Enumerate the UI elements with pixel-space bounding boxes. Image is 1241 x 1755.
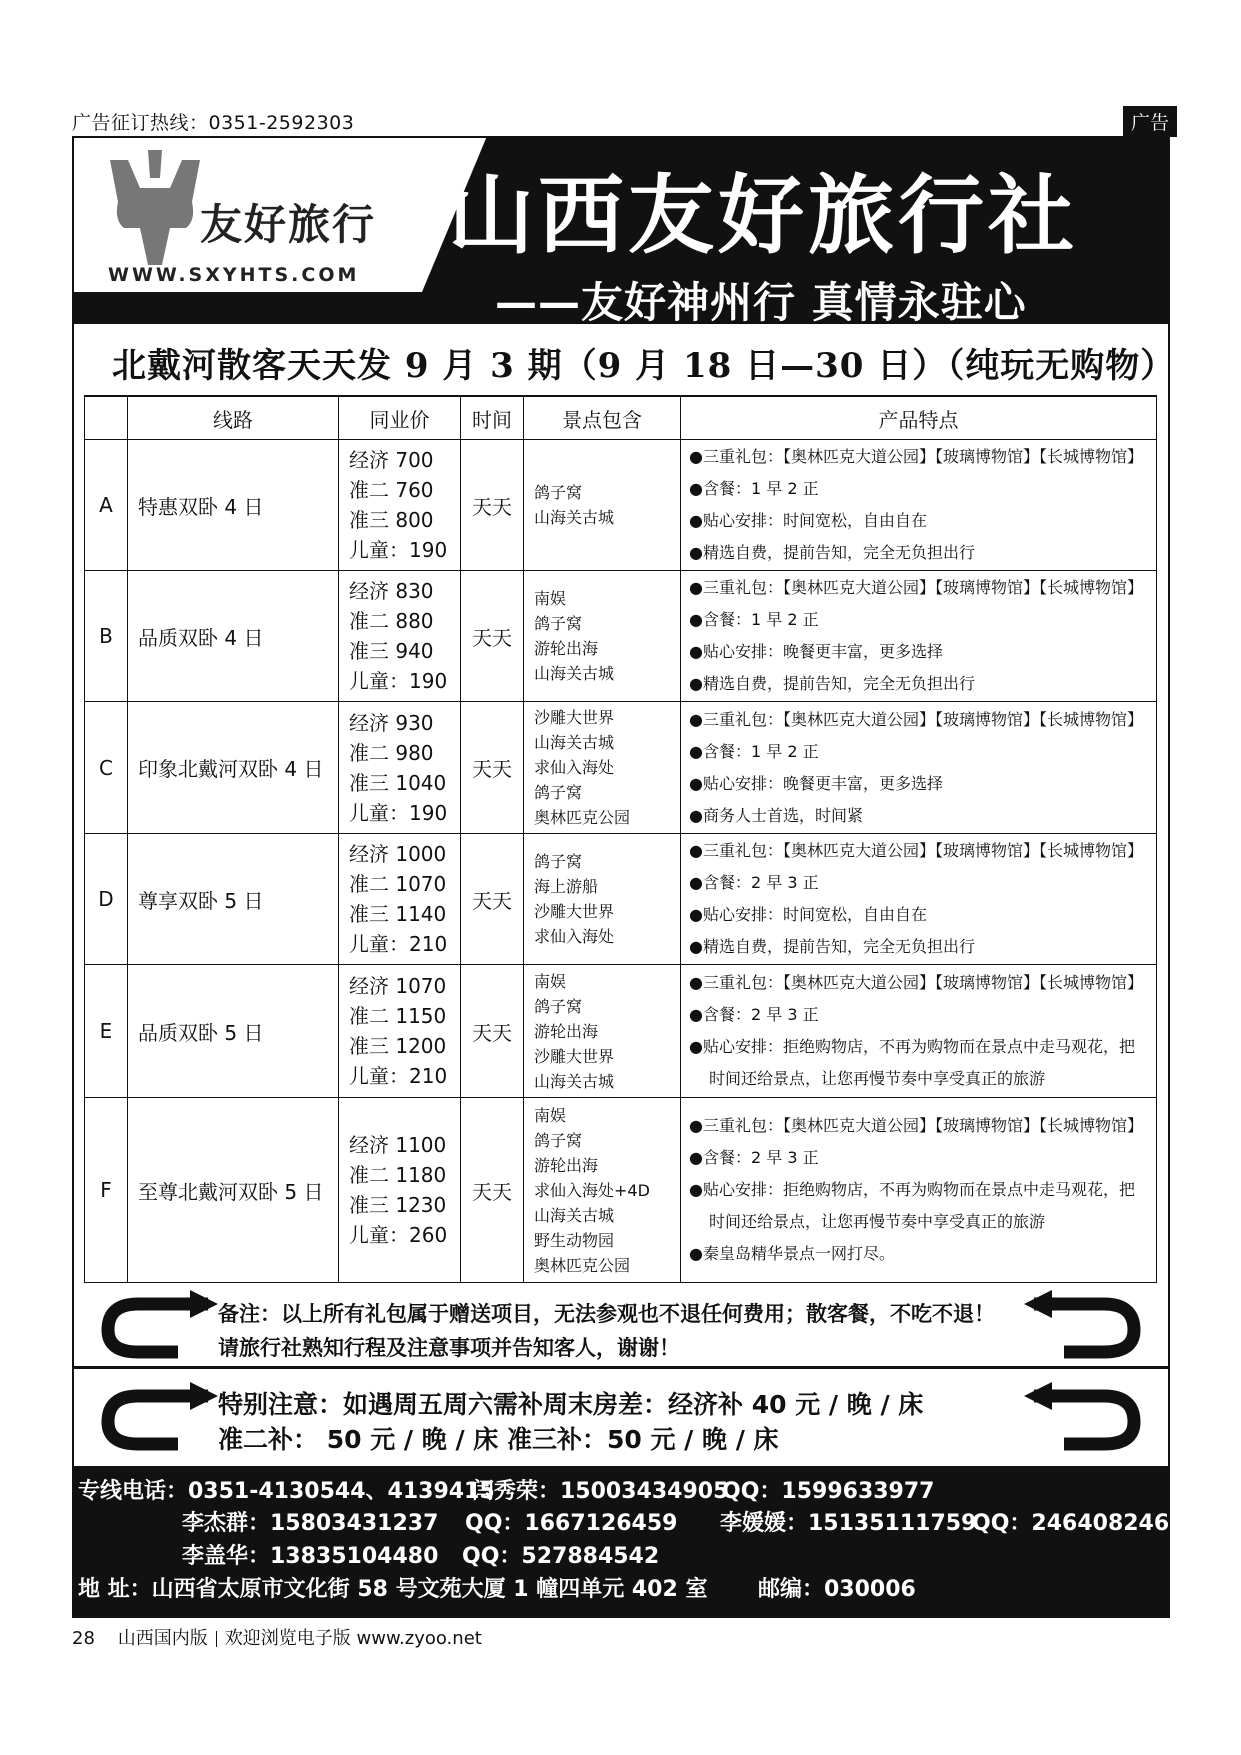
table-row	[85, 702, 1157, 834]
price-economy: 经济 1000	[349, 842, 447, 866]
footer-divider	[216, 1631, 217, 1647]
page-footer	[72, 1624, 482, 1650]
edition-label: 山西国内版	[117, 1628, 208, 1649]
spot-item: 求仙入海处+4D	[534, 1180, 650, 1200]
route-spots	[524, 834, 681, 965]
spot-item: 鸽子窝	[534, 1130, 583, 1150]
route-prices	[339, 965, 461, 1098]
route-features	[681, 440, 1157, 571]
price-child: 儿童：210	[349, 932, 448, 956]
price-standard-three: 准三 1140	[349, 902, 447, 926]
route-spots	[524, 440, 681, 571]
feature-item: ●贴心安排：晚餐更丰富，更多选择	[689, 642, 943, 661]
route-name: 印象北戴河双卧 4 日	[128, 702, 339, 834]
price-standard-three: 准三 1230	[349, 1193, 447, 1217]
logo-text: 友好旅行	[200, 200, 377, 249]
route-spots	[524, 571, 681, 702]
route-features	[681, 965, 1157, 1098]
route-code: E	[85, 965, 128, 1098]
site-link[interactable]: 欢迎浏览电子版 www.zyoo.net	[224, 1628, 482, 1649]
route-time: 天天	[461, 440, 524, 571]
table-row	[85, 571, 1157, 702]
feature-item: ●贴心安排：晚餐更丰富，更多选择	[689, 773, 943, 793]
spot-item: 游轮出海	[534, 639, 599, 658]
price-standard-three: 准三 940	[349, 639, 434, 663]
price-standard-three: 准三 1200	[349, 1034, 447, 1058]
feature-item: ●贴心安排：时间宽松，自由自在	[689, 905, 927, 924]
price-standard-two: 准二 980	[349, 740, 434, 765]
price-child: 儿童：210	[349, 1064, 448, 1088]
spot-item: 游轮出海	[534, 1021, 599, 1041]
spot-item: 沙雕大世界	[534, 1046, 615, 1066]
table-row	[85, 834, 1157, 965]
price-standard-two: 准二 1070	[349, 872, 447, 896]
route-prices	[339, 702, 461, 834]
ad-tag: 广告	[1123, 106, 1177, 137]
feature-item: 时间还给景点，让您再慢节奏中享受真正的旅游	[709, 1212, 1046, 1231]
route-prices	[339, 1098, 461, 1283]
feature-item: ●精选自费，提前告知，完全无负担出行	[689, 543, 975, 562]
route-features	[681, 702, 1157, 834]
spot-item: 海上游船	[534, 877, 599, 896]
feature-item: ●含餐：2 早 3 正	[689, 873, 819, 892]
price-child: 儿童：190	[349, 538, 448, 562]
contact-hotline: 专线电话：0351-4130544、4139415	[78, 1479, 495, 1504]
spot-item: 山海关古城	[534, 733, 615, 752]
contact-person-4-qq: QQ：527884542	[462, 1544, 660, 1569]
route-time: 天天	[461, 834, 524, 965]
contact-person-1: 闫秀荣：15003434905	[472, 1479, 729, 1504]
special-line-2: 准二补： 50 元 / 晚 / 床 准三补：50 元 / 晚 / 床	[218, 1425, 779, 1454]
route-prices	[339, 440, 461, 571]
header-spots: 景点包含	[524, 396, 681, 440]
route-code: F	[85, 1098, 128, 1283]
header-route: 线路	[128, 396, 339, 440]
u-turn-arrow-right-icon	[98, 1290, 218, 1360]
feature-item: ●贴心安排：拒绝购物店，不再为购物而在景点中走马观花，把	[689, 1180, 1135, 1199]
route-features	[681, 1098, 1157, 1283]
route-prices	[339, 571, 461, 702]
feature-item: ●含餐：1 早 2 正	[689, 479, 819, 498]
route-name: 特惠双卧 4 日	[128, 440, 339, 571]
price-standard-three: 准三 1040	[349, 770, 447, 795]
route-time: 天天	[461, 1098, 524, 1283]
contact-postcode: 邮编：030006	[758, 1577, 916, 1602]
feature-item: ●三重礼包：【奥林匹克大道公园】【玻璃博物馆】【长城博物馆】	[689, 841, 1143, 860]
route-time: 天天	[461, 965, 524, 1098]
price-economy: 经济 1070	[349, 974, 447, 998]
contact-block	[72, 1466, 1185, 1618]
feature-item: ●贴心安排：时间宽松，自由自在	[689, 511, 927, 530]
route-name: 尊享双卧 5 日	[128, 834, 339, 965]
spot-item: 野生动物园	[534, 1230, 615, 1250]
price-standard-two: 准二 1150	[349, 1004, 447, 1028]
spot-item: 奥林匹克公园	[534, 808, 631, 827]
route-time: 天天	[461, 571, 524, 702]
brand-title: 山西友好旅行社	[448, 166, 1078, 266]
u-turn-arrow-right-icon	[98, 1382, 218, 1452]
spot-item: 南娱	[534, 589, 567, 608]
spot-item: 山海关古城	[534, 664, 615, 683]
feature-item: ●含餐：1 早 2 正	[689, 741, 819, 761]
route-code: B	[85, 571, 128, 702]
route-name: 至尊北戴河双卧 5 日	[128, 1098, 339, 1283]
note-line-2: 请旅行社熟知行程及注意事项并告知客人，谢谢！	[218, 1336, 680, 1360]
header-code	[85, 396, 128, 440]
table-row	[85, 1098, 1157, 1283]
route-code: C	[85, 702, 128, 834]
table-row	[85, 440, 1157, 571]
spot-item: 鸽子窝	[534, 783, 583, 802]
price-economy: 经济 700	[349, 448, 434, 472]
contact-person-4: 李盖华：13835104480	[182, 1544, 439, 1569]
spot-item: 山海关古城	[534, 508, 615, 527]
contact-person-2: 李杰群：15803431237	[182, 1511, 439, 1536]
special-line-1: 特别注意：如遇周五周六需补周末房差：经济补 40 元 / 晚 / 床	[218, 1390, 924, 1419]
feature-item: ●贴心安排：拒绝购物店，不再为购物而在景点中走马观花，把	[689, 1037, 1135, 1056]
feature-item: ●三重礼包：【奥林匹克大道公园】【玻璃博物馆】【长城博物馆】	[689, 578, 1143, 597]
spot-item: 鸽子窝	[534, 483, 583, 502]
route-features	[681, 571, 1157, 702]
feature-item: ●三重礼包：【奥林匹克大道公园】【玻璃博物馆】【长城博物馆】	[689, 1116, 1143, 1135]
route-features	[681, 834, 1157, 965]
price-standard-two: 准二 760	[349, 478, 434, 502]
spot-item: 沙雕大世界	[534, 902, 615, 921]
tour-subtitle: 北戴河散客天天发 9 月 3 期（9 月 18 日—30 日）（纯玩无购物）	[112, 346, 1176, 386]
route-spots	[524, 702, 681, 834]
route-name: 品质双卧 5 日	[128, 965, 339, 1098]
route-name: 品质双卧 4 日	[128, 571, 339, 702]
route-spots	[524, 1098, 681, 1283]
spot-item: 山海关古城	[534, 1071, 615, 1091]
logo-url: WWW.SXYHTS.COM	[108, 264, 360, 286]
price-economy: 经济 930	[349, 710, 434, 735]
price-child: 儿童：190	[349, 800, 448, 825]
u-turn-arrow-left-icon	[1024, 1290, 1144, 1360]
contact-person-2-qq: QQ：1667126459	[465, 1511, 678, 1536]
price-standard-two: 准二 1180	[349, 1163, 447, 1187]
header-features: 产品特点	[681, 396, 1157, 440]
brand-slogan: ——友好神州行 真情永驻心	[495, 278, 1027, 327]
feature-item: ●精选自费，提前告知，完全无负担出行	[689, 674, 975, 693]
feature-item: ●含餐：2 早 3 正	[689, 1148, 819, 1167]
spot-item: 奥林匹克公园	[534, 1255, 631, 1275]
feature-item: ●三重礼包：【奥林匹克大道公园】【玻璃博物馆】【长城博物馆】	[689, 709, 1143, 729]
u-turn-arrow-left-icon	[1024, 1382, 1144, 1452]
header-price: 同业价	[339, 396, 461, 440]
spot-item: 求仙入海处	[534, 758, 615, 777]
route-spots	[524, 965, 681, 1098]
route-code: A	[85, 440, 128, 571]
spot-item: 鸽子窝	[534, 614, 583, 633]
header-time: 时间	[461, 396, 524, 440]
spot-item: 南娱	[534, 1105, 567, 1125]
table-header-row	[85, 396, 1157, 440]
price-standard-three: 准三 800	[349, 508, 434, 532]
spot-item: 鸽子窝	[534, 996, 583, 1016]
feature-item: ●含餐：2 早 3 正	[689, 1005, 819, 1024]
price-standard-two: 准二 880	[349, 609, 434, 633]
feature-item: ●三重礼包：【奥林匹克大道公园】【玻璃博物馆】【长城博物馆】	[689, 447, 1143, 466]
ad-hotline: 广告征订热线：0351-2592303	[72, 112, 355, 134]
contact-person-3-qq: QQ：2464082460	[972, 1511, 1185, 1536]
feature-item: ●含餐：1 早 2 正	[689, 610, 819, 629]
spot-item: 鸽子窝	[534, 852, 583, 871]
table-row	[85, 965, 1157, 1098]
note-line-1: 备注：以上所有礼包属于赠送项目，无法参观也不退任何费用；散客餐，不吃不退！	[218, 1302, 995, 1326]
price-economy: 经济 1100	[349, 1133, 447, 1157]
feature-item: 时间还给景点，让您再慢节奏中享受真正的旅游	[709, 1069, 1046, 1088]
price-economy: 经济 830	[349, 579, 434, 603]
route-table	[84, 395, 1157, 1283]
spot-item: 求仙入海处	[534, 927, 615, 946]
logo-emblem-icon	[100, 150, 210, 270]
spot-item: 山海关古城	[534, 1205, 615, 1225]
spot-item: 沙雕大世界	[534, 708, 615, 727]
contact-person-1-qq: QQ：1599633977	[722, 1479, 935, 1504]
contact-address: 地 址：山西省太原市文化街 58 号文苑大厦 1 幢四单元 402 室	[78, 1577, 708, 1602]
price-child: 儿童：260	[349, 1223, 448, 1247]
spot-item: 游轮出海	[534, 1155, 599, 1175]
route-time: 天天	[461, 702, 524, 834]
contact-person-3: 李媛媛：15135111759	[720, 1511, 977, 1536]
feature-item: ●商务人士首选，时间紧	[689, 805, 863, 825]
feature-item: ●三重礼包：【奥林匹克大道公园】【玻璃博物馆】【长城博物馆】	[689, 973, 1143, 992]
feature-item: ●秦皇岛精华景点一网打尽。	[689, 1244, 895, 1263]
route-code: D	[85, 834, 128, 965]
feature-item: ●精选自费，提前告知，完全无负担出行	[689, 937, 975, 956]
route-prices	[339, 834, 461, 965]
spot-item: 南娱	[534, 971, 567, 991]
page-number: 28	[72, 1628, 95, 1649]
price-child: 儿童：190	[349, 669, 448, 693]
